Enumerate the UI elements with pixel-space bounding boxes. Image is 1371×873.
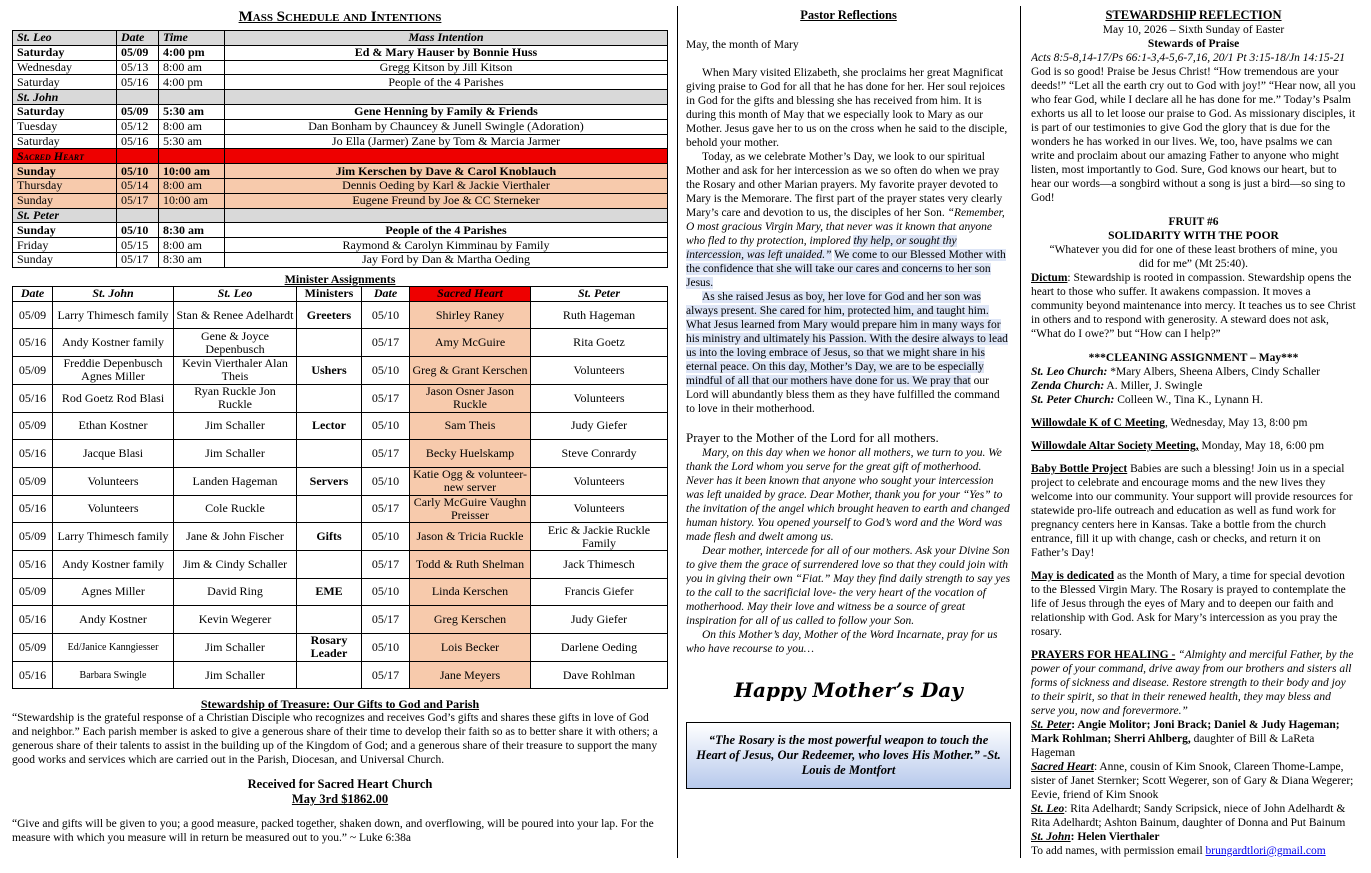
pastor-paragraph-3 — [686, 290, 1011, 416]
memorare-quote: “Remember, O most gracious Virgin Mary, that never was it known that anyone who fled to thy protection, implored — [686, 207, 1005, 247]
mass-day: Friday — [13, 238, 117, 253]
minister-ministry — [297, 440, 362, 468]
stewardship-title: STEWARDSHIP REFLECTION — [1105, 8, 1282, 22]
mass-row — [13, 178, 668, 193]
mass-table-header — [13, 31, 668, 46]
left-column — [12, 0, 668, 873]
prayer-paragraph-1: Mary, on this day when we honor all mothers, we turn to you. We thank the Lord whom you serve for the great gift of motherhood. Never has it been known that anyone who sought your intercession was left unaided by grace. Dear Mother, thank you for your “Yes” to the invitation of the angel which brought heaven to earth and changed human history. You opened yourself to God’s word and the Word was made flesh and dwelt among us. — [686, 446, 1010, 543]
empty-cell — [225, 149, 668, 164]
minister-st-leo: David Ring — [174, 578, 297, 606]
prayer-title: Prayer to the Mother of the Lord for all mothers. — [686, 430, 939, 445]
minister-st-john: Andy Kostner family — [53, 550, 174, 578]
kofc-meeting — [1031, 416, 1356, 430]
prayer-paragraph-2: Dear mother, intercede for all of our mothers. Ask your Divine Son to give them the grace of surrendered love so that they could join with you in giving their own “Fiat.” May they find daily strength to say yes to the call to the sacrificial love- the very heart of the vocation of motherhood. May their love and witness be a source of great inspiration for all of us called to follow your Son. — [686, 544, 1011, 627]
cleaning-zenda-text: A. Miller, J. Swingle — [1104, 380, 1203, 392]
pastor-p2-highlight: We come to our Blessed Mother with the confidence that she will take our cares and concerns to her son Jesus. — [686, 249, 1006, 289]
minister-date: 05/16 — [13, 550, 53, 578]
empty-cell — [117, 208, 159, 223]
mass-time: 8:30 am — [159, 252, 225, 267]
mass-time: 4:00 pm — [159, 45, 225, 60]
healing-peter-tail: daughter of Bill & LaReta Hageman — [1031, 733, 1315, 759]
minister-st-leo: Jim Schaller — [174, 661, 297, 689]
minister-st-john: Ed/Janice Kanngiesser — [53, 634, 174, 662]
mass-intention: People of the 4 Parishes — [225, 223, 668, 238]
minister-st-leo: Jim Schaller — [174, 634, 297, 662]
mass-row — [13, 134, 668, 149]
minister-row — [13, 301, 668, 329]
email-line — [1031, 844, 1356, 858]
minister-row — [13, 412, 668, 440]
stewardship-readings: Acts 8:5-8,14-17/Ps 66:1-3,4-5,6-7,16, 20/1 Pt 3:15-18/Jn 14:15-21 — [1031, 52, 1345, 64]
minister-date: 05/16 — [13, 661, 53, 689]
minister-date-2: 05/17 — [362, 329, 410, 357]
minister-st-john: Rod Goetz Rod Blasi — [53, 384, 174, 412]
pastor-p3-text: our Lord will abundantly bless them as they have fulfilled the command to love in their motherhood. — [686, 375, 1000, 415]
minister-st-peter: Jack Thimesch — [531, 550, 668, 578]
parish-group-row — [13, 149, 668, 164]
stewardship-subtitle: Stewards of Praise — [1147, 38, 1240, 50]
happy-mothers-day-banner: Happy Mother’s Day — [734, 677, 963, 702]
received-title: Received for Sacred Heart Church — [247, 777, 433, 792]
minister-date: 05/09 — [13, 467, 53, 495]
kofc-text: , Wednesday, May 13, 8:00 pm — [1164, 417, 1308, 429]
dictum-paragraph — [1031, 271, 1356, 341]
minister-date: 05/09 — [13, 578, 53, 606]
stewardship-date: May 10, 2026 – Sixth Sunday of Easter — [1102, 24, 1285, 36]
minister-row — [13, 329, 668, 357]
cleaning-peter-label: St. Peter Church: — [1031, 394, 1115, 406]
minister-row — [13, 578, 668, 606]
cleaning-st-peter — [1031, 393, 1356, 407]
cleaning-leo-text: *Mary Albers, Sheena Albers, Cindy Schaller — [1107, 366, 1321, 378]
minister-date-2: 05/10 — [362, 467, 410, 495]
header-st-peter: St. Peter — [531, 286, 668, 301]
mass-intention: People of the 4 Parishes — [225, 75, 668, 90]
mass-time: 8:00 am — [159, 60, 225, 75]
cleaning-zenda-label: Zenda Church: — [1031, 380, 1105, 392]
minister-ministry — [297, 329, 362, 357]
mass-row — [13, 252, 668, 267]
altar-society-meeting — [1031, 439, 1356, 453]
altar-label: Willowdale Altar Society Meeting, — [1031, 440, 1199, 452]
minister-row — [13, 634, 668, 662]
mass-day: Sunday — [13, 223, 117, 238]
mass-date: 05/17 — [117, 252, 159, 267]
mass-row — [13, 60, 668, 75]
mass-day: Sunday — [13, 193, 117, 208]
minister-ministry: Rosary Leader — [297, 634, 362, 662]
minister-ministry: Servers — [297, 467, 362, 495]
minister-sacred-heart: Shirley Raney — [410, 301, 531, 329]
minister-st-john: Freddie Depenbusch Agnes Miller — [53, 357, 174, 385]
mass-intention: Eugene Freund by Joe & CC Sterneker — [225, 193, 668, 208]
mass-day: Saturday — [13, 75, 117, 90]
minister-st-peter: Judy Giefer — [531, 606, 668, 634]
healing-john-label: St. John — [1031, 831, 1071, 843]
minister-ministry: EME — [297, 578, 362, 606]
minister-st-john: Larry Thimesch family — [53, 523, 174, 551]
mass-day: Saturday — [13, 134, 117, 149]
baby-label: Baby Bottle Project — [1031, 463, 1128, 475]
healing-st-john — [1031, 830, 1356, 844]
pastor-p3-highlight: As she raised Jesus as boy, her love for God and her son was always present. She cared for him, protected him, and taught him. What Jesus learned from Mary would prepare him in many ways for his ministry and ultimately his Passion. With the desire always to lead us into the loving embrace of Jesus, so that we might share in his eternal peace. On this day, Mother’s Day, we are to be especially mindful of all that our mothers have done for us. We pray that — [686, 291, 1008, 387]
mass-row — [13, 104, 668, 119]
empty-cell — [225, 90, 668, 105]
minister-sacred-heart: Sam Theis — [410, 412, 531, 440]
stewardship-body: God is so good! Praise be Jesus Christ! “How tremendous are your deeds!” “Let all the earth cry out to God with joy!” “Hear now, all you who fear God, while I declare all he has done for me.” Today’s Psalm exhorts us all to let loose our praise to God. As missionary disciples, it is part of our testimonies to give God the glory that is due for the wonders he has worked in our lives. We, too, have psalms we can write and proclaim about our amazing Father to anyone who might listen, most importantly to God. Sure, God knows our heart, but to hear our words—a songbird without a song is just a bird—so sing to God! — [1031, 66, 1356, 204]
cleaning-leo-label: St. Leo Church: — [1031, 366, 1108, 378]
minister-st-leo: Jim & Cindy Schaller — [174, 550, 297, 578]
header-date: Date — [13, 286, 53, 301]
minister-st-leo: Ryan Ruckle Jon Ruckle — [174, 384, 297, 412]
minister-row — [13, 495, 668, 523]
empty-cell — [225, 208, 668, 223]
minister-st-peter: Volunteers — [531, 467, 668, 495]
cleaning-st-leo — [1031, 365, 1356, 379]
mass-date: 05/09 — [117, 45, 159, 60]
mass-intention: Dennis Oeding by Karl & Jackie Vierthaler — [225, 178, 668, 193]
mass-row — [13, 238, 668, 253]
mass-intention: Gregg Kitson by Jill Kitson — [225, 60, 668, 75]
minister-row — [13, 467, 668, 495]
minister-st-peter: Rita Goetz — [531, 329, 668, 357]
empty-cell — [117, 149, 159, 164]
mass-row — [13, 45, 668, 60]
minister-st-peter: Dave Rohlman — [531, 661, 668, 689]
minister-sacred-heart: Carly McGuire Vaughn Preisser — [410, 495, 531, 523]
minister-date-2: 05/10 — [362, 412, 410, 440]
mass-row — [13, 164, 668, 179]
minister-st-peter: Eric & Jackie Ruckle Family — [531, 523, 668, 551]
header-st-leo: St. Leo — [174, 286, 297, 301]
header-date: Date — [117, 31, 159, 46]
fruit-quote: “Whatever you did for one of these least brothers of mine, you did for me” (Mt 25:40). — [1049, 244, 1338, 270]
mass-row — [13, 193, 668, 208]
fruit-subtitle: SOLIDARITY WITH THE POOR — [1108, 230, 1279, 242]
minister-date-2: 05/17 — [362, 550, 410, 578]
minister-date: 05/16 — [13, 606, 53, 634]
minister-ministry — [297, 606, 362, 634]
minister-st-john: Barbara Swingle — [53, 661, 174, 689]
minister-st-leo: Kevin Vierthaler Alan Theis — [174, 357, 297, 385]
kofc-label: Willowdale K of C Meeting — [1031, 417, 1165, 429]
minister-date: 05/09 — [13, 634, 53, 662]
minister-st-leo: Gene & Joyce Depenbusch — [174, 329, 297, 357]
email-text: To add names, with permission email — [1031, 845, 1206, 857]
minister-st-leo: Kevin Wegerer — [174, 606, 297, 634]
rosary-quote-box: “The Rosary is the most powerful weapon to touch the Heart of Jesus, Our Redeemer, who loves His Mother.” -St. Louis de Montfort — [686, 722, 1011, 789]
mass-intention: Dan Bonham by Chauncey & Junell Swingle (Adoration) — [225, 119, 668, 134]
dictum-text: : Stewardship is rooted in compassion. Stewardship opens the heart to those who suffer. It awakens compassion. It moves a community beyond maintenance into mercy. It teaches us to see Christ in others and to respond with generosity. A steward does not ask, “What do I owe?” but “How can I help?” — [1031, 272, 1356, 340]
minister-st-leo: Jane & John Fischer — [174, 523, 297, 551]
mass-intention: Jo Ella (Jarmer) Zane by Tom & Marcia Jarmer — [225, 134, 668, 149]
minister-row — [13, 357, 668, 385]
healing-st-leo — [1031, 802, 1356, 830]
mass-intention: Ed & Mary Hauser by Bonnie Huss — [225, 45, 668, 60]
minister-st-leo: Cole Ruckle — [174, 495, 297, 523]
mass-intention: Raymond & Carolyn Kimminau by Family — [225, 238, 668, 253]
mass-day: Saturday — [13, 104, 117, 119]
mass-time: 5:30 am — [159, 134, 225, 149]
column-divider — [677, 6, 678, 858]
minister-date: 05/16 — [13, 495, 53, 523]
minister-st-john: Jacque Blasi — [53, 440, 174, 468]
minister-sacred-heart: Todd & Ruth Shelman — [410, 550, 531, 578]
minister-date: 05/16 — [13, 329, 53, 357]
empty-cell — [159, 90, 225, 105]
healing-leo-label: St. Leo — [1031, 803, 1065, 815]
minister-st-peter: Judy Giefer — [531, 412, 668, 440]
minister-st-peter: Steve Conrardy — [531, 440, 668, 468]
mass-day: Saturday — [13, 45, 117, 60]
minister-sacred-heart: Lois Becker — [410, 634, 531, 662]
mass-row — [13, 119, 668, 134]
minister-date: 05/09 — [13, 357, 53, 385]
minister-st-john: Larry Thimesch family — [53, 301, 174, 329]
mass-date: 05/17 — [117, 193, 159, 208]
minister-date: 05/09 — [13, 301, 53, 329]
mass-time: 8:00 am — [159, 178, 225, 193]
dictum-label: Dictum — [1031, 272, 1068, 284]
header-st-john: St. John — [53, 286, 174, 301]
minister-st-leo: Landen Hageman — [174, 467, 297, 495]
minister-ministry: Lector — [297, 412, 362, 440]
mass-day: Thursday — [13, 178, 117, 193]
cleaning-zenda — [1031, 379, 1356, 393]
header-intention: Mass Intention — [225, 31, 668, 46]
minister-assignments-table — [12, 286, 668, 690]
mass-table-body — [13, 45, 668, 267]
pastor-paragraph-2 — [686, 150, 1011, 290]
header-ministers: Ministers — [297, 286, 362, 301]
luke-quote: “Give and gifts will be given to you; a good measure, packed together, shaken down, and overflowing, will be poured into your lap. For the measure with which you measure will in return be measured out to you.” ~ Luke 6:38a — [12, 818, 654, 845]
minister-sacred-heart: Linda Kerschen — [410, 578, 531, 606]
baby-text: Babies are such a blessing! Join us in a special project to celebrate and encourage moms and the new lives they welcome into our community. Your support will provide resources for statewide pro-life outreach and education as well as fund work for pregnancy centers here in Kansas. Take a bottle from the church entrance, fill it up with change, cash or checks, and return it on Father’s Day! — [1031, 463, 1353, 559]
minister-row — [13, 440, 668, 468]
minister-st-peter: Darlene Oeding — [531, 634, 668, 662]
minister-ministry — [297, 495, 362, 523]
header-parish: St. Leo — [13, 31, 117, 46]
minister-ministry: Ushers — [297, 357, 362, 385]
right-column — [1031, 0, 1356, 873]
minister-sacred-heart: Becky Huelskamp — [410, 440, 531, 468]
minister-date: 05/16 — [13, 384, 53, 412]
minister-date-2: 05/10 — [362, 634, 410, 662]
minister-ministry — [297, 384, 362, 412]
mass-date: 05/09 — [117, 104, 159, 119]
mass-time: 10:00 am — [159, 193, 225, 208]
minister-date-2: 05/17 — [362, 384, 410, 412]
minister-st-john: Andy Kostner — [53, 606, 174, 634]
mass-date: 05/14 — [117, 178, 159, 193]
minister-date-2: 05/17 — [362, 495, 410, 523]
mass-intention: Jim Kerschen by Dave & Carol Knoblauch — [225, 164, 668, 179]
minister-st-leo: Jim Schaller — [174, 440, 297, 468]
middle-column — [686, 0, 1011, 873]
minister-date-2: 05/10 — [362, 523, 410, 551]
mass-date: 05/10 — [117, 164, 159, 179]
cleaning-peter-text: Colleen W., Tina K., Lynann H. — [1114, 394, 1263, 406]
may-dedicated — [1031, 569, 1356, 639]
healing-sh-names: : Anne, cousin of Kim Snook, Clareen Thome-Lampe, sister of Janet Sternker; Scott Wegerer, son of Gary & Diana Wegerer; Eevie, friend of Kim Snook — [1031, 761, 1354, 801]
mass-date: 05/16 — [117, 75, 159, 90]
minister-row — [13, 384, 668, 412]
mass-time: 5:30 am — [159, 104, 225, 119]
minister-date-2: 05/10 — [362, 357, 410, 385]
minister-st-john: Volunteers — [53, 495, 174, 523]
minister-st-peter: Ruth Hageman — [531, 301, 668, 329]
pastor-title: Pastor Reflections — [800, 8, 897, 22]
minister-sacred-heart: Amy McGuire — [410, 329, 531, 357]
healing-peter-label: St. Peter — [1031, 719, 1072, 731]
minister-st-peter: Volunteers — [531, 357, 668, 385]
mass-row — [13, 223, 668, 238]
minister-st-john: Volunteers — [53, 467, 174, 495]
empty-cell — [159, 208, 225, 223]
mass-day: Sunday — [13, 252, 117, 267]
mass-day: Wednesday — [13, 60, 117, 75]
minister-st-john: Agnes Miller — [53, 578, 174, 606]
minister-date: 05/16 — [13, 440, 53, 468]
healing-sacred-heart — [1031, 760, 1356, 802]
mass-date: 05/10 — [117, 223, 159, 238]
minister-st-leo: Jim Schaller — [174, 412, 297, 440]
minister-st-peter: Volunteers — [531, 384, 668, 412]
prayer-paragraph-3: On this Mother’s day, Mother of the Word Incarnate, pray for us who have recourse to you… — [686, 628, 998, 655]
mass-row — [13, 75, 668, 90]
mass-schedule-table — [12, 30, 668, 268]
minister-date-2: 05/17 — [362, 661, 410, 689]
empty-cell — [159, 149, 225, 164]
healing-label: PRAYERS FOR HEALING - — [1031, 649, 1176, 661]
healing-leo-names: : Rita Adelhardt; Sandy Scripsick, niece of John Adelhardt & Rita Adelhardt; Ashton Bainum, daughter of Donna and Put Bainum — [1031, 803, 1346, 829]
fruit-title: FRUIT #6 — [1168, 216, 1219, 228]
minister-assignments-title: Minister Assignments — [284, 271, 396, 286]
minister-st-peter: Francis Giefer — [531, 578, 668, 606]
minister-table-header — [13, 286, 668, 301]
prayers-for-healing — [1031, 648, 1356, 718]
header-time: Time — [159, 31, 225, 46]
minister-st-john: Andy Kostner family — [53, 329, 174, 357]
may-text: as the Month of Mary, a time for special devotion to the Blessed Virgin Mary. The Rosary is prayed to contemplate the life of Jesus through the eyes of Mary and to deepen our faith and relationship with God. Ask for Mary’s intercession as you pray the rosary. — [1031, 570, 1346, 638]
empty-cell — [117, 90, 159, 105]
minister-table-body — [13, 301, 668, 689]
minister-sacred-heart: Katie Ogg & volunteer-new server — [410, 467, 531, 495]
minister-date-2: 05/10 — [362, 578, 410, 606]
cleaning-title: ***CLEANING ASSIGNMENT – May*** — [1088, 352, 1299, 364]
minister-sacred-heart: Greg & Grant Kerschen — [410, 357, 531, 385]
minister-date-2: 05/17 — [362, 440, 410, 468]
pastor-subtitle: May, the month of Mary — [686, 39, 799, 51]
minister-ministry — [297, 661, 362, 689]
minister-sacred-heart: Greg Kerschen — [410, 606, 531, 634]
mass-schedule-title: Mass Schedule and Intentions — [238, 9, 442, 25]
mass-time: 8:00 am — [159, 238, 225, 253]
parish-name: Sacred Heart — [13, 149, 117, 164]
minister-ministry — [297, 550, 362, 578]
column-divider — [1020, 6, 1021, 858]
header-date-2: Date — [362, 286, 410, 301]
mass-date: 05/16 — [117, 134, 159, 149]
mass-intention: Gene Henning by Family & Friends — [225, 104, 668, 119]
minister-date-2: 05/10 — [362, 301, 410, 329]
minister-row — [13, 523, 668, 551]
healing-peter-names: : Angie Molitor; Joni Brack; Daniel & Judy Hageman; Mark Rohlman; Sherri Ahlberg, — [1031, 719, 1340, 745]
altar-text: Monday, May 18, 6:00 pm — [1198, 440, 1325, 452]
minister-date-2: 05/17 — [362, 606, 410, 634]
minister-row — [13, 550, 668, 578]
minister-date: 05/09 — [13, 523, 53, 551]
minister-date: 05/09 — [13, 412, 53, 440]
header-sacred-heart: Sacred Heart — [410, 286, 531, 301]
pastor-paragraph-1: When Mary visited Elizabeth, she proclaims her great Magnificat giving praise to God for all that he has done for her. Her soul rejoices in God for the gifts and blessing she has received from him. It is during this month of May that we especially look to Mary as our Mother. Jesus gave her to us on the cross when he said to the disciple, behold your mother. — [686, 67, 1008, 149]
pastor-p2-text: Today, as we celebrate Mother’s Day, we look to our spiritual Mother and ask for her intercession as we so often do when we pray the Rosary and other Marian prayers. My favorite prayer devoted to Mary is the Memorare. The first part of the prayer states very clearly Mary’s care and devotion to us, the disciples of her Son. — [686, 151, 1003, 219]
mass-intention: Jay Ford by Dan & Martha Oeding — [225, 252, 668, 267]
minister-st-peter: Volunteers — [531, 495, 668, 523]
mass-date: 05/15 — [117, 238, 159, 253]
mass-time: 4:00 pm — [159, 75, 225, 90]
email-link[interactable]: brungardtlori@gmail.com — [1205, 845, 1326, 857]
minister-sacred-heart: Jason Osner Jason Ruckle — [410, 384, 531, 412]
minister-row — [13, 606, 668, 634]
parish-group-row — [13, 90, 668, 105]
memorare-quote-highlight: thy help, or sought thy intercession, was left unaided.” — [686, 235, 957, 261]
baby-bottle-project — [1031, 462, 1356, 560]
mass-date: 05/12 — [117, 119, 159, 134]
received-amount: May 3rd $1862.00 — [291, 792, 389, 807]
healing-sh-label: Sacred Heart — [1031, 761, 1094, 773]
minister-st-john: Ethan Kostner — [53, 412, 174, 440]
mass-date: 05/13 — [117, 60, 159, 75]
healing-st-peter — [1031, 718, 1356, 760]
minister-st-leo: Stan & Renee Adelhardt — [174, 301, 297, 329]
minister-sacred-heart: Jane Meyers — [410, 661, 531, 689]
minister-ministry: Greeters — [297, 301, 362, 329]
minister-sacred-heart: Jason & Tricia Ruckle — [410, 523, 531, 551]
mass-time: 10:00 am — [159, 164, 225, 179]
mass-time: 8:00 am — [159, 119, 225, 134]
healing-john-names: : Helen Vierthaler — [1070, 831, 1160, 843]
parish-name: St. John — [13, 90, 117, 105]
may-label: May is dedicated — [1031, 570, 1115, 582]
treasure-title: Stewardship of Treasure: Our Gifts to God and Parish — [200, 697, 480, 712]
parish-name: St. Peter — [13, 208, 117, 223]
minister-ministry: Gifts — [297, 523, 362, 551]
mass-day: Tuesday — [13, 119, 117, 134]
treasure-body: “Stewardship is the grateful response of a Christian Disciple who recognizes and receives God’s gifts and shares these gifts in love of God and neighbor.” Each parish member is asked to give a generous share of their time to develop their faith so as to better share it with others; a generous share of their talents to assist in the building up of the Kingdom of God; and a generous share of their treasure to support the many good works and services which are carried out in the Parish, Diocesan, and Universal Church. — [12, 712, 658, 767]
mass-day: Sunday — [13, 164, 117, 179]
mass-time: 8:30 am — [159, 223, 225, 238]
parish-group-row — [13, 208, 668, 223]
healing-prayer: “Almighty and merciful Father, by the power of your command, drive away from our brothers and sisters all forms of sickness and disease. Restore strength to their body and joy to their spirit, so that in their renewed health, they may bless and serve you, now and forevermore.” — [1031, 649, 1354, 717]
minister-row — [13, 661, 668, 689]
